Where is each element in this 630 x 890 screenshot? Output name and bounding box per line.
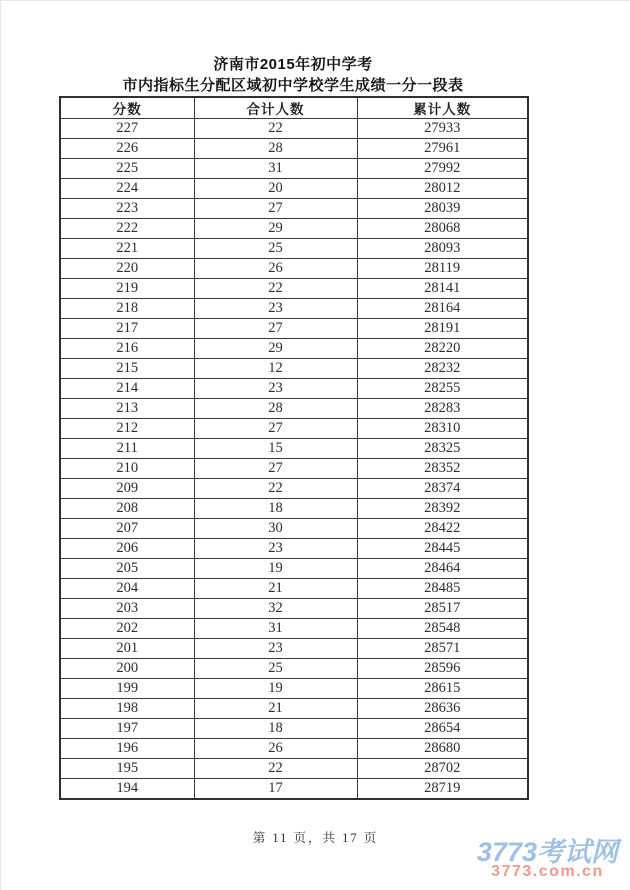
cell-score: 195 (60, 759, 194, 779)
cell-total-count: 27 (194, 199, 357, 219)
cell-cumulative-count: 28636 (357, 699, 528, 719)
cell-total-count: 29 (194, 339, 357, 359)
table-row (60, 159, 528, 179)
cell-score: 208 (60, 499, 194, 519)
cell-total-count: 19 (194, 679, 357, 699)
cell-score: 215 (60, 359, 194, 379)
cell-total-count: 23 (194, 299, 357, 319)
cell-score: 225 (60, 159, 194, 179)
cell-score: 213 (60, 399, 194, 419)
cell-total-count: 18 (194, 499, 357, 519)
cell-cumulative-count: 28702 (357, 759, 528, 779)
cell-score: 211 (60, 439, 194, 459)
table-row (60, 299, 528, 319)
cell-cumulative-count: 28012 (357, 179, 528, 199)
table-row (60, 319, 528, 339)
cell-total-count: 26 (194, 739, 357, 759)
watermark (477, 839, 618, 880)
cell-cumulative-count: 28392 (357, 499, 528, 519)
table-row (60, 399, 528, 419)
table-row (60, 339, 528, 359)
cell-score: 200 (60, 659, 194, 679)
cell-total-count: 31 (194, 159, 357, 179)
table-row (60, 739, 528, 759)
page-number-footer: 第 11 页，共 17 页 (252, 831, 379, 845)
cell-score: 196 (60, 739, 194, 759)
cell-cumulative-count: 28719 (357, 779, 528, 800)
cell-total-count: 31 (194, 619, 357, 639)
cell-cumulative-count: 28485 (357, 579, 528, 599)
score-table-body (60, 119, 528, 800)
cell-cumulative-count: 28352 (357, 459, 528, 479)
cell-total-count: 23 (194, 379, 357, 399)
cell-total-count: 25 (194, 239, 357, 259)
cell-cumulative-count: 28464 (357, 559, 528, 579)
cell-score: 221 (60, 239, 194, 259)
cell-score: 223 (60, 199, 194, 219)
table-row (60, 519, 528, 539)
cell-cumulative-count: 28164 (357, 299, 528, 319)
cell-total-count: 27 (194, 319, 357, 339)
cell-score: 201 (60, 639, 194, 659)
cell-score: 207 (60, 519, 194, 539)
cell-total-count: 12 (194, 359, 357, 379)
cell-total-count: 27 (194, 459, 357, 479)
cell-total-count: 15 (194, 439, 357, 459)
cell-cumulative-count: 28596 (357, 659, 528, 679)
cell-score: 217 (60, 319, 194, 339)
cell-score: 210 (60, 459, 194, 479)
table-row (60, 279, 528, 299)
table-row (60, 479, 528, 499)
table-row (60, 539, 528, 559)
page-subtitle: 市内指标生分配区域初中学校学生成绩一分一段表 (122, 77, 464, 94)
header-score: 分数 (60, 97, 194, 119)
table-row (60, 139, 528, 159)
cell-total-count: 22 (194, 279, 357, 299)
cell-total-count: 29 (194, 219, 357, 239)
cell-total-count: 21 (194, 579, 357, 599)
table-row (60, 219, 528, 239)
cell-cumulative-count: 28068 (357, 219, 528, 239)
cell-total-count: 28 (194, 399, 357, 419)
cell-cumulative-count: 28422 (357, 519, 528, 539)
cell-total-count: 27 (194, 419, 357, 439)
cell-score: 199 (60, 679, 194, 699)
title-block (59, 55, 527, 96)
cell-score: 216 (60, 339, 194, 359)
cell-cumulative-count: 28517 (357, 599, 528, 619)
header-total-count: 合计人数 (194, 97, 357, 119)
cell-score: 197 (60, 719, 194, 739)
cell-score: 227 (60, 119, 194, 139)
cell-total-count: 23 (194, 539, 357, 559)
table-row (60, 599, 528, 619)
cell-score: 219 (60, 279, 194, 299)
table-row (60, 499, 528, 519)
page-title: 济南市2015年初中学考 (213, 56, 373, 73)
cell-score: 218 (60, 299, 194, 319)
cell-total-count: 30 (194, 519, 357, 539)
cell-total-count: 22 (194, 759, 357, 779)
table-row (60, 199, 528, 219)
cell-score: 222 (60, 219, 194, 239)
table-row (60, 759, 528, 779)
page-content (1, 1, 630, 846)
cell-cumulative-count: 28654 (357, 719, 528, 739)
cell-score: 226 (60, 139, 194, 159)
cell-cumulative-count: 28220 (357, 339, 528, 359)
table-row (60, 459, 528, 479)
cell-cumulative-count: 27933 (357, 119, 528, 139)
table-row (60, 259, 528, 279)
cell-total-count: 20 (194, 179, 357, 199)
table-row (60, 359, 528, 379)
table-row (60, 119, 528, 139)
table-row (60, 619, 528, 639)
cell-total-count: 22 (194, 119, 357, 139)
cell-total-count: 28 (194, 139, 357, 159)
cell-total-count: 26 (194, 259, 357, 279)
table-row (60, 699, 528, 719)
cell-total-count: 23 (194, 639, 357, 659)
cell-cumulative-count: 28141 (357, 279, 528, 299)
cell-cumulative-count: 28374 (357, 479, 528, 499)
cell-cumulative-count: 28039 (357, 199, 528, 219)
table-row (60, 559, 528, 579)
watermark-logo-text: 3773考试网 (476, 837, 618, 867)
table-row (60, 419, 528, 439)
cell-total-count: 22 (194, 479, 357, 499)
cell-total-count: 25 (194, 659, 357, 679)
table-row (60, 179, 528, 199)
cell-cumulative-count: 28325 (357, 439, 528, 459)
cell-cumulative-count: 28119 (357, 259, 528, 279)
cell-total-count: 17 (194, 779, 357, 800)
cell-score: 224 (60, 179, 194, 199)
cell-score: 205 (60, 559, 194, 579)
cell-score: 214 (60, 379, 194, 399)
cell-score: 198 (60, 699, 194, 719)
cell-cumulative-count: 28191 (357, 319, 528, 339)
cell-total-count: 32 (194, 599, 357, 619)
table-row (60, 679, 528, 699)
watermark-url-text: 3773.com.cn (491, 863, 604, 880)
cell-cumulative-count: 28571 (357, 639, 528, 659)
table-row (60, 659, 528, 679)
header-cumulative-count: 累计人数 (357, 97, 528, 119)
cell-cumulative-count: 28310 (357, 419, 528, 439)
table-row (60, 779, 528, 800)
cell-score: 204 (60, 579, 194, 599)
cell-cumulative-count: 28232 (357, 359, 528, 379)
cell-cumulative-count: 28093 (357, 239, 528, 259)
cell-score: 202 (60, 619, 194, 639)
cell-cumulative-count: 28255 (357, 379, 528, 399)
cell-total-count: 21 (194, 699, 357, 719)
table-row (60, 639, 528, 659)
table-row (60, 239, 528, 259)
cell-score: 212 (60, 419, 194, 439)
cell-total-count: 19 (194, 559, 357, 579)
cell-cumulative-count: 28548 (357, 619, 528, 639)
score-distribution-table (59, 96, 529, 800)
cell-cumulative-count: 28445 (357, 539, 528, 559)
cell-score: 220 (60, 259, 194, 279)
table-row (60, 719, 528, 739)
table-row (60, 579, 528, 599)
cell-score: 209 (60, 479, 194, 499)
table-row (60, 379, 528, 399)
cell-score: 203 (60, 599, 194, 619)
cell-score: 194 (60, 779, 194, 800)
cell-cumulative-count: 28615 (357, 679, 528, 699)
cell-cumulative-count: 28680 (357, 739, 528, 759)
table-header-row (60, 97, 528, 119)
table-row (60, 439, 528, 459)
cell-total-count: 18 (194, 719, 357, 739)
cell-cumulative-count: 27992 (357, 159, 528, 179)
cell-cumulative-count: 27961 (357, 139, 528, 159)
cell-cumulative-count: 28283 (357, 399, 528, 419)
cell-score: 206 (60, 539, 194, 559)
